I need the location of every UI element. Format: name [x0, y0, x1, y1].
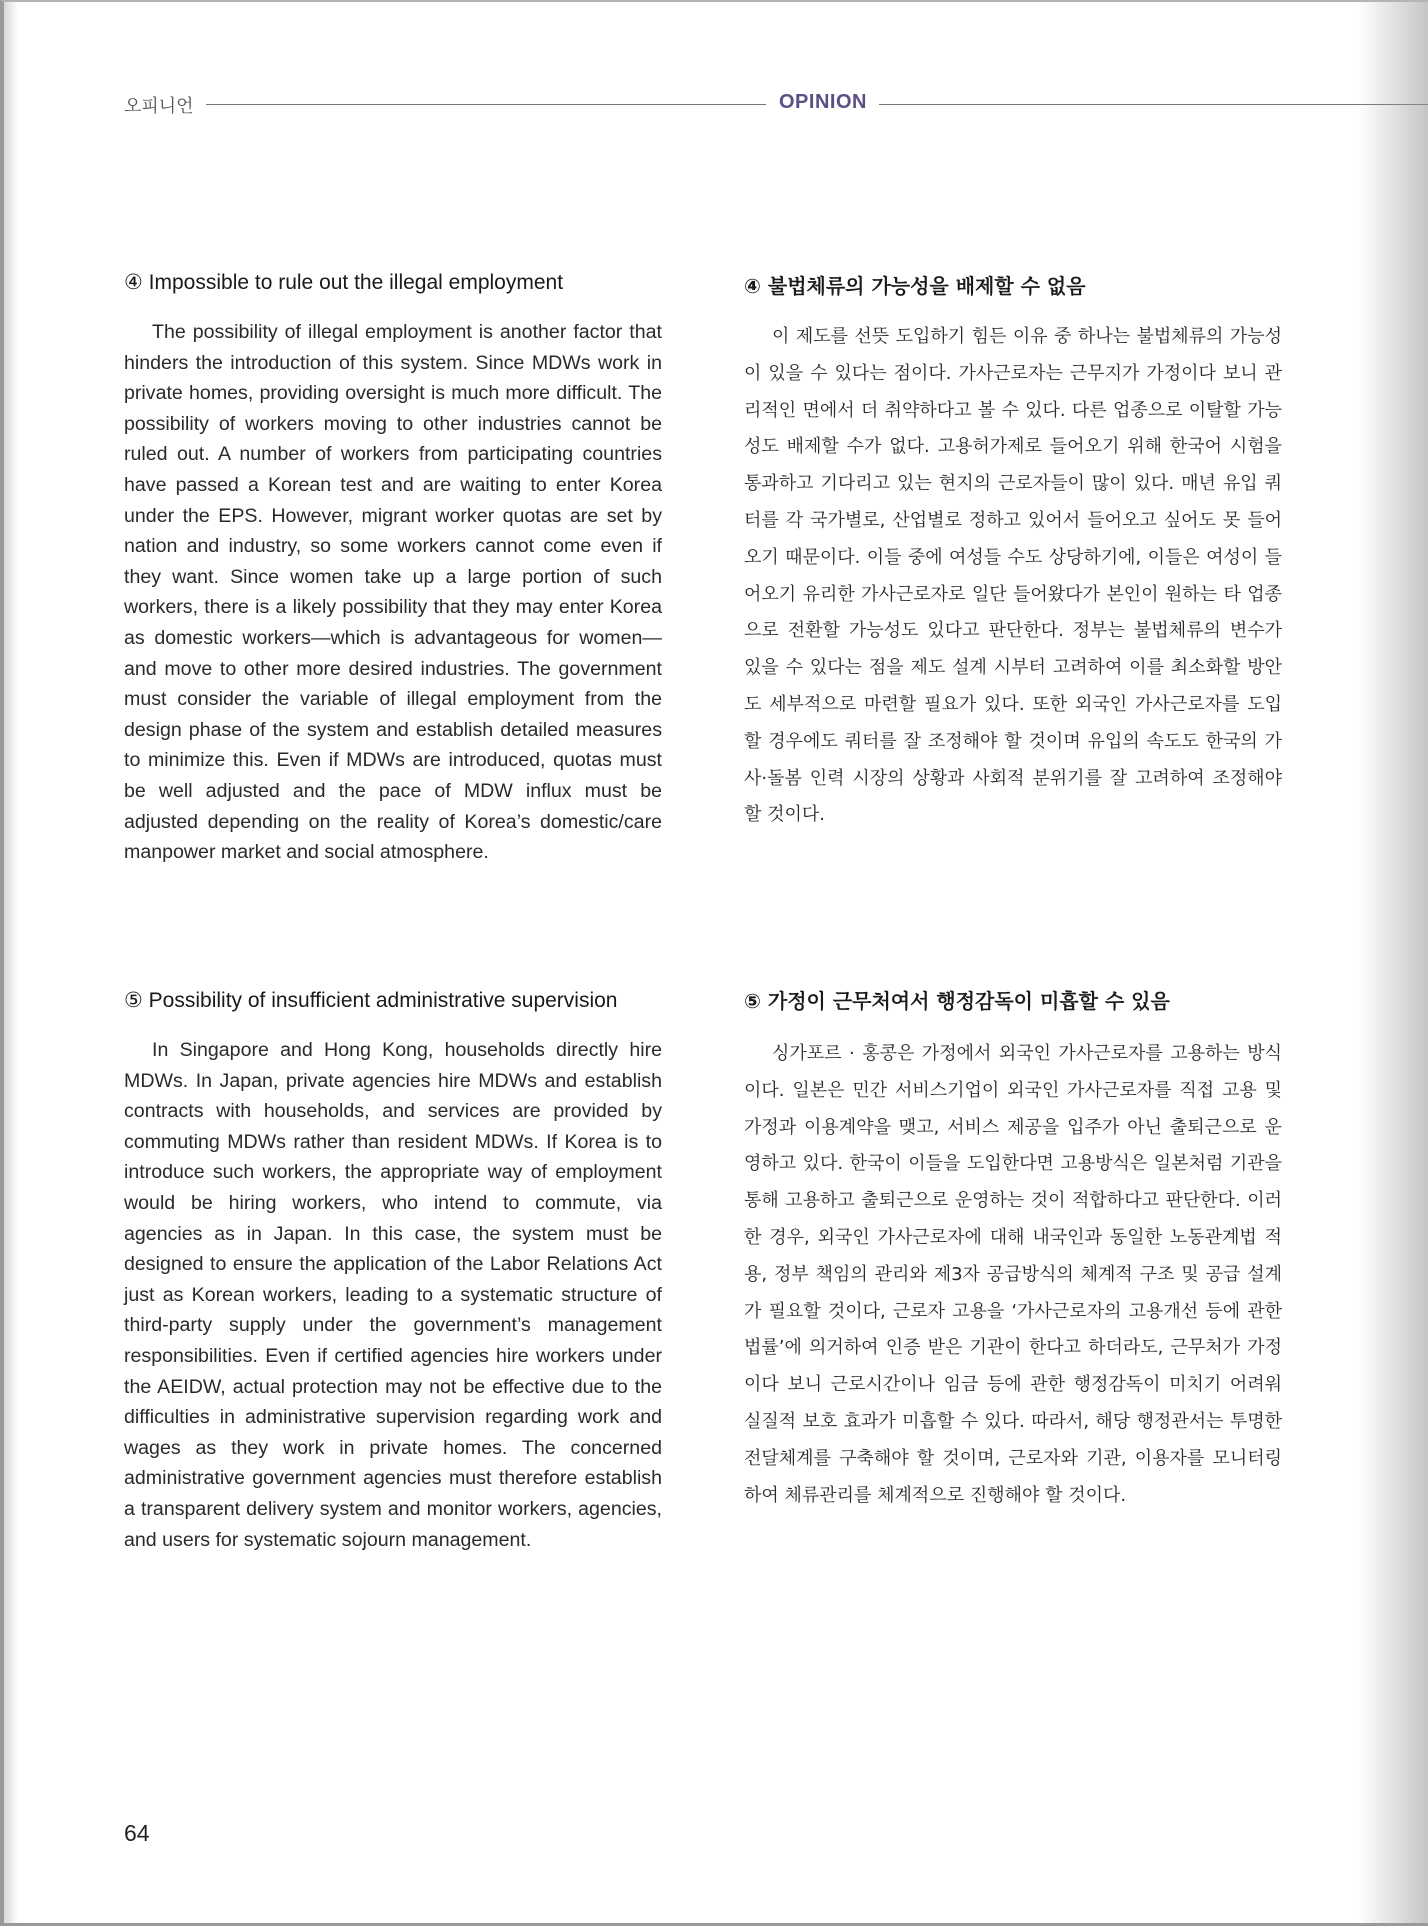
section-4-korean — [744, 270, 1282, 834]
running-header — [124, 90, 1428, 120]
section-4-english-body: The possibility of illegal employment is another factor that hinders the introduction of this system. Since MDWs work in private homes, providing oversight is much more difficult. The possibility of workers moving to other industries cannot be ruled out. A number of workers from participating countries have passed a Korean test and are waiting to enter Korea under the EPS. However, migrant worker quotas are set by nation and industry, so some workers cannot come even if they want. Since women take up a large portion of such workers, there is a likely possibility that they may enter Korea as domestic workers—which is advantageous for women—and move to other more desired industries. The government must consider the variable of illegal employment from the design phase of the system and establish detailed measures to minimize this. Even if MDWs are introduced, quotas must be well adjusted and the pace of MDW influx must be adjusted depending on the reality of Korea’s domestic/care manpower market and social atmosphere. — [124, 321, 662, 864]
header-rule-right — [879, 104, 1428, 105]
section-5-korean-heading: ⑤ 가정이 근무처여서 행정감독이 미흡할 수 있음 — [744, 989, 1170, 1013]
section-5-korean-body: 싱가포르 · 홍콩은 가정에서 외국인 가사근로자를 고용하는 방식이다. 일본은 민간 서비스기업이 외국인 가사근로자를 직접 고용 및 가정과 이용계약을 맺고, 서비스 제공을 입주가 아닌 출퇴근으로 운영하고 있다. 한국이 이들을 도입한다면 고용방식은 일본처럼 기관을 통해 고용하고 출퇴근으로 운영하는 것이 적합하다고 판단한다. 이러한 경우, 외국인 가사근로자에 대해 내국인과 동일한 노동관계법 적용, 정부 책임의 관리와 제3자 공급방식의 체계적 구조 및 공급 설계가 필요할 것이다, 근로자 고용을 ‘가사근로자의 고용개선 등에 관한 법률’에 의거하여 인증 받은 기관이 한다고 하더라도, 근무처가 가정이다 보니 근로시간이나 임금 등에 관한 행정감독이 미치기 어려워 실질적 보호 효과가 미흡할 수 있다. 따라서, 해당 행정관서는 투명한 전달체계를 구축해야 할 것이며, 근로자와 기관, 이용자를 모니터링하여 체류관리를 체계적으로 진행해야 할 것이다. — [744, 1043, 1282, 1506]
section-label-korean: 오피니언 — [124, 96, 194, 117]
page-number: 64 — [124, 1820, 150, 1846]
section-4-english — [124, 270, 662, 868]
section-4-korean-heading: ④ 불법체류의 가능성을 배제할 수 없음 — [744, 274, 1086, 298]
section-5-korean — [744, 985, 1282, 1514]
header-rule-left — [206, 104, 766, 105]
section-5-english — [124, 988, 662, 1555]
section-5-english-body: In Singapore and Hong Kong, households directly hire MDWs. In Japan, private agencies hire MDWs and establish contracts with households, and services are provided by commuting MDWs rather than resident MDWs. If Korea is to introduce such workers, the appropriate way of employment would be hiring workers, who intend to commute, via agencies as in Japan. In this case, the system must be designed to ensure the application of the Labor Relations Act just as Korean workers, leading to a systematic structure of third-party supply under the government’s management responsibilities. Even if certified agencies hire workers under the AEIDW, actual protection may not be effective due to the difficulties in administrative supervision regarding work and wages as they work in private homes. The concerned administrative government agencies must therefore establish a transparent delivery system and monitor workers, agencies, and users for systematic sojourn management. — [124, 1039, 662, 1551]
section-5-english-heading: ⑤ Possibility of insufficient administrative supervision — [124, 989, 618, 1012]
section-4-korean-body: 이 제도를 선뜻 도입하기 힘든 이유 중 하나는 불법체류의 가능성이 있을 수 있다는 점이다. 가사근로자는 근무지가 가정이다 보니 관리적인 면에서 더 취약하다고 볼 수 있다. 다른 업종으로 이탈할 가능성도 배제할 수가 없다. 고용허가제로 들어오기 위해 한국어 시험을 통과하고 기다리고 있는 현지의 근로자들이 많이 있다. 매년 유입 쿼터를 각 국가별로, 산업별로 정하고 있어서 들어오고 싶어도 못 들어오기 때문이다. 이들 중에 여성들 수도 상당하기에, 이들은 여성이 들어오기 유리한 가사근로자로 일단 들어왔다가 본인이 원하는 타 업종으로 전환할 가능성도 있다고 판단한다. 정부는 불법체류의 변수가 있을 수 있다는 점을 제도 설계 시부터 고려하여 이를 최소화할 방안도 세부적으로 마련할 필요가 있다. 또한 외국인 가사근로자를 도입할 경우에도 쿼터를 잘 조정해야 할 것이며 유입의 속도도 한국의 가사·돌봄 인력 시장의 상황과 사회적 분위기를 잘 고려하여 조정해야 할 것이다. — [744, 326, 1282, 826]
section-label-english: OPINION — [779, 91, 867, 113]
section-4-english-heading: ④ Impossible to rule out the illegal employment — [124, 271, 564, 294]
